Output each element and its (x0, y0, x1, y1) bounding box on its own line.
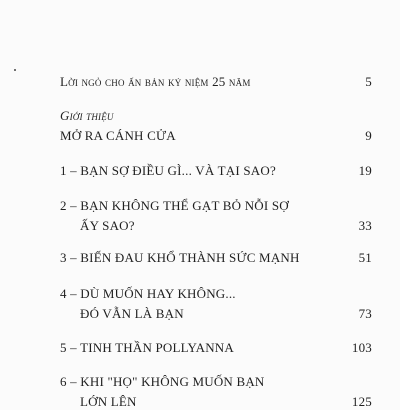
toc-entry-title: 6 – KHI "HỌ" KHÔNG MUỐN BẠN (60, 374, 265, 389)
toc-page-number: 19 (358, 163, 372, 178)
toc-page-number: 73 (358, 306, 372, 321)
toc-page-number: 9 (365, 128, 372, 143)
toc-page-number: 125 (351, 394, 372, 409)
toc-entry-chapter-4[interactable] (60, 286, 372, 326)
toc-entry-title: Lời ngỏ cho ấn bản kỷ niệm 25 năm (60, 74, 251, 89)
toc-entry-title-continued: ĐÓ VẪN LÀ BẠN (80, 306, 184, 321)
toc-entry-chapter-2[interactable] (60, 198, 372, 238)
toc-page-number: 51 (358, 250, 372, 265)
toc-entry-title-continued: LỚN LÊN (80, 394, 137, 409)
toc-entry-chapter-3[interactable] (60, 250, 372, 268)
toc-page-number: 103 (351, 340, 372, 355)
toc-entry-chapter-1[interactable] (60, 163, 372, 181)
toc-entry-introduction[interactable] (60, 108, 372, 148)
toc-entry-title-continued: ẤY SAO? (80, 218, 135, 233)
toc-entry-title: 4 – DÙ MUỐN HAY KHÔNG... (60, 286, 236, 301)
toc-page-number: 5 (365, 74, 372, 89)
scan-speck (14, 69, 16, 71)
toc-entry-title: 3 – BIẾN ĐAU KHỔ THÀNH SỨC MẠNH (60, 250, 300, 265)
toc-page-number: 33 (358, 218, 372, 233)
toc-entry-title: 1 – BẠN SỢ ĐIỀU GÌ... VÀ TẠI SAO? (60, 163, 276, 178)
toc-entry-title: 2 – BẠN KHÔNG THỂ GẠT BỎ NỖI SỢ (60, 198, 289, 213)
toc-entry-title: MỞ RA CÁNH CỬA (60, 128, 176, 143)
toc-entry-chapter-5[interactable] (60, 340, 372, 358)
toc-entry-label: Giới thiệu (60, 108, 114, 123)
toc-entry-foreword[interactable] (60, 74, 372, 92)
toc-entry-chapter-6[interactable] (60, 374, 372, 409)
toc-entry-title: 5 – TINH THẦN POLLYANNA (60, 340, 234, 355)
